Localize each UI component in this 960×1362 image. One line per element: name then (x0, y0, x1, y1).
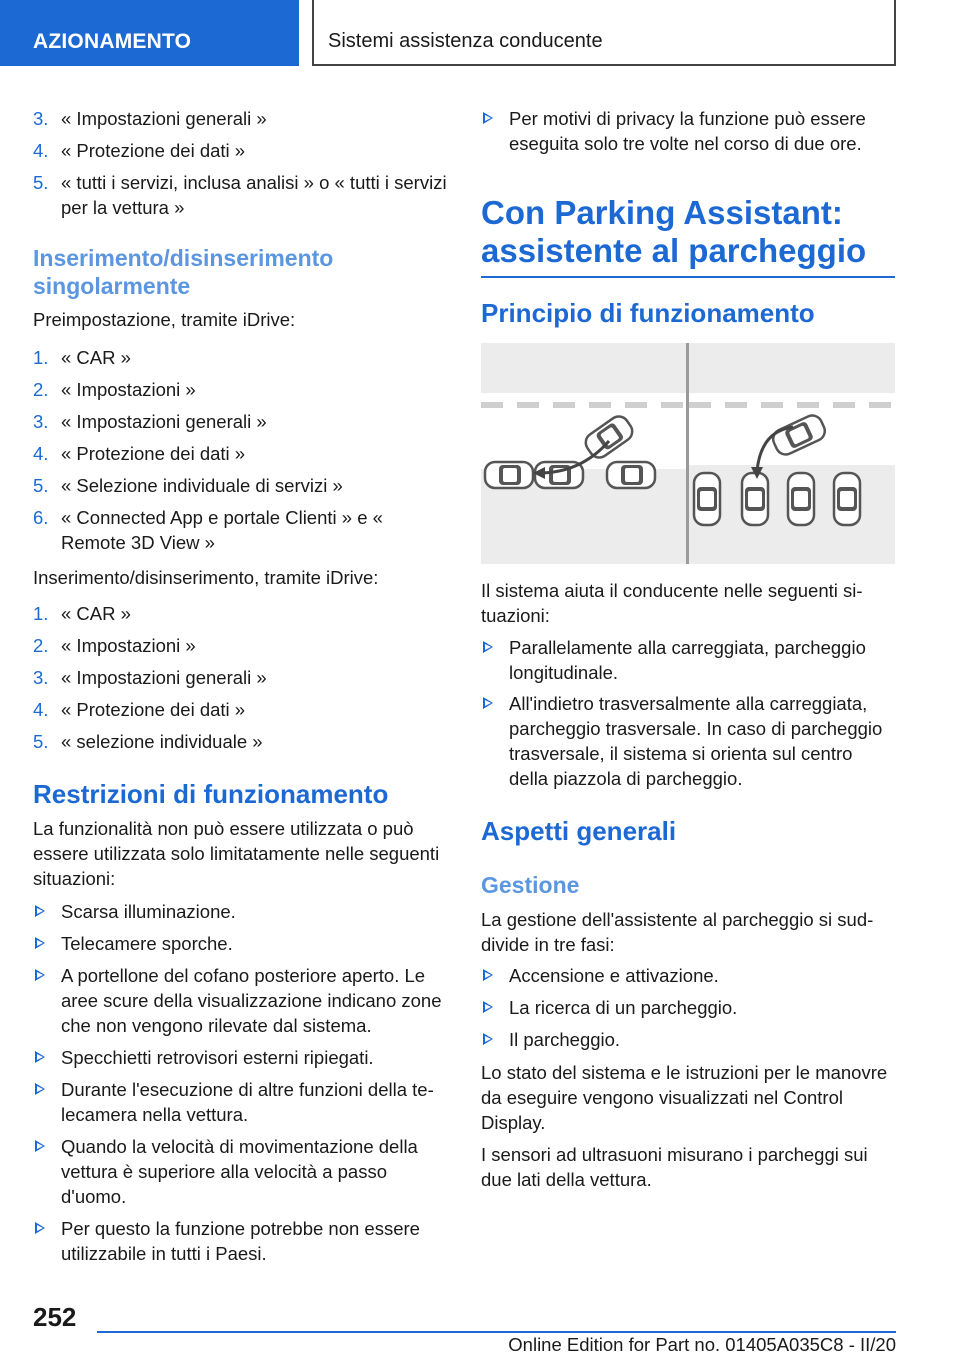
triangle-bullet-icon (35, 905, 45, 917)
intro-text: Il sistema aiuta il conducente nelle seguenti situazioni: (481, 580, 863, 626)
restrizioni-intro: La funzionalità non può essere utilizzata o può essere utilizzata solo limitatamente nelle seguenti situazioni: (33, 818, 440, 889)
bullet-text: Quando la velocità di movimentazione della vettura è superiore alla velocità a passo d'uomo. (61, 1136, 418, 1207)
list-text: « tutti i servizi, inclusa analisi » o « tutti i servizi per la vettura » (61, 172, 447, 218)
list-text: « Impostazioni generali » (61, 108, 267, 129)
bullet-item (33, 1045, 447, 1070)
bullet-text: A portellone del cofano posteriore aperto. Le aree scure della visualizzazione indicano zone che non vengono rilevate dal sistema. (61, 965, 442, 1036)
bullet-text: Scarsa illuminazione. (61, 901, 236, 922)
heading-principio: Principio di funzionamento (481, 298, 815, 328)
page-number: 252 (33, 1302, 77, 1332)
triangle-bullet-icon (35, 969, 45, 981)
bullet-item (481, 963, 895, 988)
bullet-text: Il parcheggio. (509, 1029, 621, 1050)
header-section-label: AZIONAMENTO (33, 30, 192, 53)
triangle-bullet-icon (483, 1001, 493, 1013)
list-item (33, 409, 447, 434)
list-text: « Protezione dei dati » (61, 140, 246, 161)
triangle-bullet-icon (35, 1222, 45, 1234)
panel-divider (686, 343, 689, 564)
header-section-tab (0, 0, 299, 66)
footer-edition: Online Edition for Part no. 01405A035C8 - II/20 (508, 1334, 896, 1355)
list-text: « Impostazioni generali » (61, 411, 267, 432)
parking-diagram-svg (481, 343, 895, 564)
parked-car-icon (694, 473, 720, 525)
bullet-text: All'indietro trasversalmente alla carreggiata, parcheggio trasversale. In caso di parcheggio trasversale, il sistema si orienta sul centro della piazzola di parcheggio. (509, 693, 883, 789)
list-text: « Connected App e portale Clienti » e « Remote 3D View » (61, 507, 383, 553)
list-text: « Selezione individuale di servizi » (61, 475, 343, 496)
triangle-bullet-icon (483, 641, 493, 653)
list-text: « selezione individuale » (61, 731, 263, 752)
list-item (33, 345, 447, 370)
bullet-item (481, 995, 895, 1020)
list-number: 5. (33, 475, 49, 496)
list-text: « CAR » (61, 603, 131, 624)
parked-car-icon (742, 473, 768, 525)
preset-text: Preimpostazione, tramite iDrive: (33, 309, 296, 330)
list-number: 5. (33, 731, 49, 752)
list-item (33, 697, 447, 722)
list-item (33, 505, 447, 555)
list-number: 4. (33, 443, 49, 464)
list-text: « Protezione dei dati » (61, 443, 246, 464)
triangle-bullet-icon (483, 1033, 493, 1045)
list-text: « CAR » (61, 347, 131, 368)
heading-singolarmente: Inserimento/disinserimento singolarmente (33, 245, 334, 299)
list-number: 6. (33, 507, 49, 528)
bullet-text: Durante l'esecuzione di altre funzioni della telecamera nella vettura. (61, 1079, 434, 1125)
main-heading: Con Parking Assistant: assistente al parcheggio (481, 194, 895, 278)
bullet-item (33, 1077, 447, 1127)
heading-gestione: Gestione (481, 872, 580, 898)
header-chapter-box (312, 0, 896, 66)
triangle-bullet-icon (483, 969, 493, 981)
heading-aspetti: Aspetti generali (481, 816, 677, 846)
parked-car-icon (788, 473, 814, 525)
list-item (33, 441, 447, 466)
bullet-text: Parallelamente alla carreggiata, parcheggio longitudinale. (509, 637, 866, 683)
list-item (33, 170, 447, 220)
heading-restrizioni: Restrizioni di funzionamento (33, 779, 389, 809)
list-number: 5. (33, 172, 49, 193)
gestione-intro: La gestione dell'assistente al parcheggio si suddivide in tre fasi: (481, 909, 874, 955)
road-left (481, 393, 686, 469)
list-text: « Impostazioni » (61, 635, 196, 656)
bullet-item (481, 1027, 895, 1052)
list-number: 3. (33, 411, 49, 432)
list-number: 1. (33, 347, 49, 368)
bullet-item (33, 899, 447, 924)
list-text: « Impostazioni generali » (61, 667, 267, 688)
list-item (33, 106, 447, 131)
list-number: 3. (33, 108, 49, 129)
parked-car-icon (607, 462, 655, 488)
list-number: 4. (33, 140, 49, 161)
bullet-text: Per questo la funzione potrebbe non essere utilizzabile in tutti i Paesi. (61, 1218, 420, 1264)
list-item (33, 633, 447, 658)
triangle-bullet-icon (483, 697, 493, 709)
list-item (33, 377, 447, 402)
list-number: 2. (33, 379, 49, 400)
bullet-text: Telecamere sporche. (61, 933, 233, 954)
parked-car-icon (485, 462, 533, 488)
header-chapter-label: Sistemi assistenza conducente (328, 30, 603, 52)
list-number: 4. (33, 699, 49, 720)
triangle-bullet-icon (35, 1051, 45, 1063)
bullet-item (33, 931, 447, 956)
parked-car-icon (834, 473, 860, 525)
list-number: 3. (33, 667, 49, 688)
parking-illustration (481, 343, 895, 564)
triangle-bullet-icon (35, 1140, 45, 1152)
bullet-item (481, 635, 895, 685)
list-item (33, 665, 447, 690)
triangle-bullet-icon (483, 112, 493, 124)
stato-text: Lo stato del sistema e le istruzioni per le manovre da eseguire vengono visualizzati nel Control Display. (481, 1062, 888, 1133)
list-item (33, 138, 447, 163)
list-item (33, 601, 447, 626)
bullet-text: La ricerca di un parcheggio. (509, 997, 738, 1018)
bullet-item (33, 963, 447, 1038)
bullet-text: Per motivi di privacy la funzione può essere eseguita solo tre volte nel corso di due ore. (509, 108, 866, 154)
list-text: « Protezione dei dati » (61, 699, 246, 720)
list-text: « Impostazioni » (61, 379, 196, 400)
list-item (33, 473, 447, 498)
sensori-text: I sensori ad ultrasuoni misurano i parcheggi sui due lati della vettura. (481, 1144, 868, 1190)
footer-rule (97, 1331, 896, 1333)
bullet-text: Specchietti retrovisori esterni ripiegati. (61, 1047, 374, 1068)
toggle-text: Inserimento/disinserimento, tramite iDrive: (33, 567, 379, 588)
bullet-item (33, 1134, 447, 1209)
list-number: 2. (33, 635, 49, 656)
triangle-bullet-icon (35, 1083, 45, 1095)
list-number: 1. (33, 603, 49, 624)
bullet-item (33, 1216, 447, 1266)
triangle-bullet-icon (35, 937, 45, 949)
bullet-text: Accensione e attivazione. (509, 965, 719, 986)
list-item (33, 729, 447, 754)
bullet-item (481, 691, 895, 791)
bullet-item (481, 106, 895, 156)
